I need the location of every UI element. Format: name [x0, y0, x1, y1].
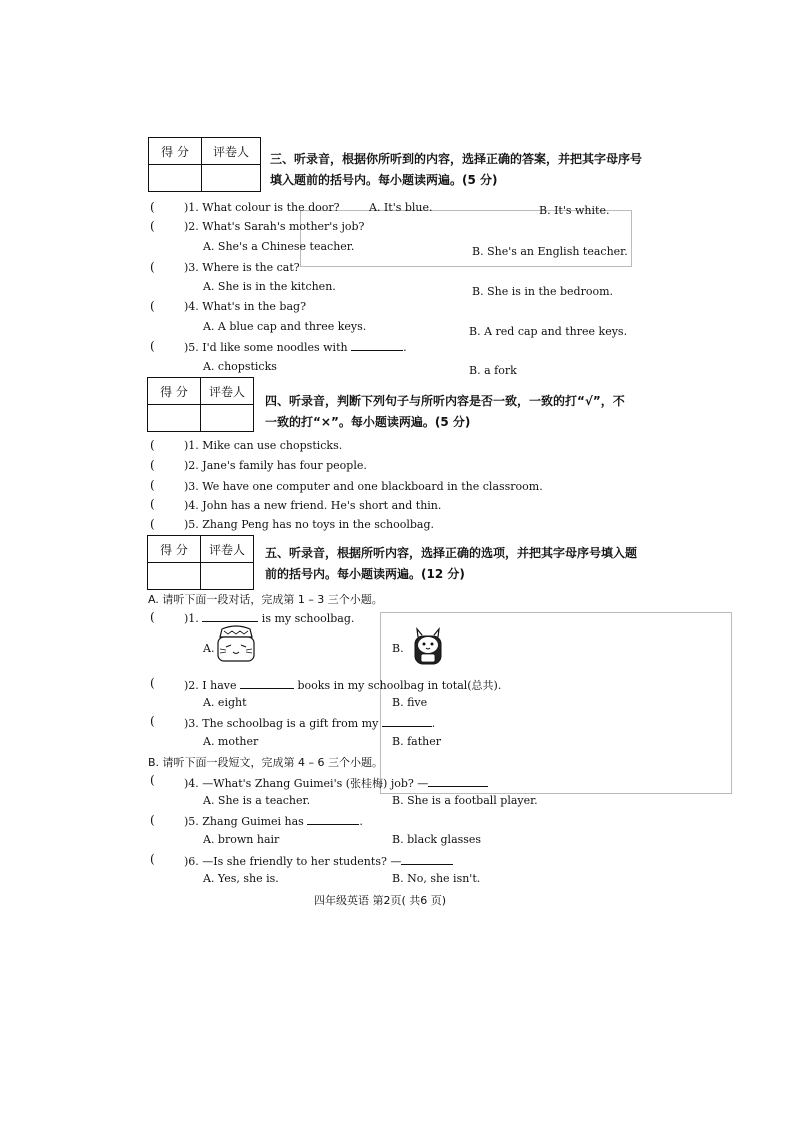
grader-cell[interactable]: [201, 563, 254, 590]
answer-paren[interactable]: (: [150, 714, 155, 728]
answer-blank[interactable]: [240, 678, 294, 689]
s5-q3: )3. The schoolbag is a gift from my .: [184, 717, 436, 730]
answer-paren[interactable]: (: [150, 299, 155, 313]
s3-q2-option-a: A. She's a Chinese teacher.: [203, 240, 355, 253]
s3-q5-option-b: B. a fork: [469, 364, 517, 377]
score-table-section5: [147, 535, 254, 590]
score-label: 得 分: [148, 536, 201, 563]
s4-statement-3: )3. We have one computer and one blackboard in the classroom.: [184, 480, 543, 493]
score-label: 得 分: [148, 378, 201, 405]
s5-q5-option-a: A. brown hair: [203, 833, 280, 846]
s5-q1-option-b: B.: [392, 642, 404, 655]
s5-q1-text: is my schoolbag.: [261, 612, 355, 625]
s5-q2-option-a: A. eight: [203, 696, 247, 709]
s5-q1: [184, 611, 354, 625]
page-footer: 四年级英语 第2页( 共6 页): [314, 894, 447, 907]
answer-paren[interactable]: (: [150, 339, 155, 353]
answer-paren[interactable]: (: [150, 852, 155, 866]
section5-part-b-instruction: B. 请听下面一段短文，完成第 4 – 6 三个小题。: [148, 756, 384, 769]
s5-q3-text: )3. The schoolbag is a gift from my: [184, 717, 379, 730]
score-table-section4: [147, 377, 254, 432]
s3-q2: )2. What's Sarah's mother's job?: [184, 220, 365, 233]
rabbit-schoolbag-icon: [410, 627, 446, 667]
answer-paren[interactable]: (: [150, 517, 155, 531]
answer-blank[interactable]: [428, 776, 488, 787]
s5-q4-option-b: B. She is a football player.: [392, 794, 538, 807]
s5-q2: [184, 677, 501, 693]
s5-q6-option-b: B. No, she isn't.: [392, 872, 481, 885]
s4-statement-4: )4. John has a new friend. He's short and thin.: [184, 499, 442, 512]
grader-cell[interactable]: [201, 405, 254, 432]
s3-q4-option-a: A. A blue cap and three keys.: [203, 320, 367, 333]
section5-part-a-instruction: A. 请听下面一段对话，完成第 1 – 3 三个小题。: [148, 593, 383, 606]
answer-paren[interactable]: (: [150, 497, 155, 511]
answer-blank[interactable]: [351, 340, 403, 351]
answer-blank[interactable]: [202, 611, 258, 622]
answer-paren[interactable]: (: [150, 610, 155, 624]
grader-label: 评卷人: [201, 536, 254, 563]
answer-paren[interactable]: (: [150, 260, 155, 274]
section5-title-line1: 五、听录音，根据所听内容，选择正确的选项，并把其字母序号填入题: [265, 546, 638, 560]
grader-label: 评卷人: [202, 138, 261, 165]
s5-q4-text: )4. —What's Zhang Guimei's (张桂梅) job? —: [184, 777, 429, 790]
s4-statement-1: )1. Mike can use chopsticks.: [184, 439, 343, 452]
s5-q3-option-b: B. father: [392, 735, 441, 748]
answer-paren[interactable]: (: [150, 200, 155, 214]
section4-title-line2: 一致的打“×”。每小题读两遍。(5 分): [265, 415, 471, 429]
answer-paren[interactable]: (: [150, 458, 155, 472]
score-cell[interactable]: [148, 405, 201, 432]
s3-q3-option-b: B. She is in the bedroom.: [472, 285, 613, 298]
s5-q6-option-a: A. Yes, she is.: [203, 872, 279, 885]
s5-q6-text: )6. —Is she friendly to her students? —: [184, 855, 402, 868]
score-cell[interactable]: [149, 165, 202, 192]
answer-paren[interactable]: (: [150, 813, 155, 827]
s5-q5-text: )5. Zhang Guimei has: [184, 815, 304, 828]
score-cell[interactable]: [148, 563, 201, 590]
score-table-section3: [148, 137, 261, 192]
s4-statement-5: )5. Zhang Peng has no toys in the schoolbag.: [184, 518, 435, 531]
s3-q4: )4. What's in the bag?: [184, 300, 306, 313]
cat-face-schoolbag-icon: [214, 625, 258, 665]
s3-q4-option-b: B. A red cap and three keys.: [469, 325, 628, 338]
s5-q3-option-a: A. mother: [203, 735, 259, 748]
s3-q1: )1. What colour is the door?: [184, 201, 340, 214]
answer-blank[interactable]: [307, 814, 359, 825]
section4-title-line1: 四、听录音，判断下列句子与所听内容是否一致，一致的打“√”，不: [265, 394, 625, 408]
s5-q4-option-a: A. She is a teacher.: [203, 794, 311, 807]
s3-q5: )5. I'd like some noodles with .: [184, 341, 407, 354]
s5-q6: [184, 854, 453, 868]
s5-q5: )5. Zhang Guimei has .: [184, 815, 363, 828]
answer-paren[interactable]: (: [150, 478, 155, 492]
answer-paren[interactable]: (: [150, 219, 155, 233]
s5-q1-number: )1.: [184, 612, 199, 625]
answer-blank[interactable]: [382, 716, 432, 727]
s5-q2-text-end: books in my schoolbag in total(总共).: [297, 679, 502, 692]
s5-q2-text: )2. I have: [184, 679, 237, 692]
s5-q1-option-a: A.: [203, 642, 215, 655]
s3-q3-option-a: A. She is in the kitchen.: [203, 280, 336, 293]
answer-paren[interactable]: (: [150, 438, 155, 452]
answer-blank[interactable]: [401, 854, 453, 865]
section5-title-line2: 前的括号内。每小题读两遍。(12 分): [265, 567, 465, 581]
s3-q5-option-a: A. chopsticks: [203, 360, 277, 373]
score-label: 得 分: [149, 138, 202, 165]
s4-statement-2: )2. Jane's family has four people.: [184, 459, 367, 472]
s5-q4: [184, 775, 488, 791]
s3-q1-option-b: B. It's white.: [539, 204, 610, 217]
s3-q2-option-b: B. She's an English teacher.: [472, 245, 628, 258]
s5-q2-option-b: B. five: [392, 696, 428, 709]
section3-title-line2: 填入题前的括号内。每小题读两遍。(5 分): [270, 173, 498, 187]
grader-label: 评卷人: [201, 378, 254, 405]
section3-title-line1: 三、听录音，根据你所听到的内容，选择正确的答案，并把其字母序号: [270, 152, 643, 166]
answer-paren[interactable]: (: [150, 676, 155, 690]
answer-paren[interactable]: (: [150, 773, 155, 787]
grader-cell[interactable]: [202, 165, 261, 192]
s3-q5-text: )5. I'd like some noodles with: [184, 341, 348, 354]
s3-q1-option-a: A. It's blue.: [369, 201, 433, 214]
s5-q5-option-b: B. black glasses: [392, 833, 482, 846]
show-through-box: [300, 210, 632, 267]
s3-q3: )3. Where is the cat?: [184, 261, 300, 274]
